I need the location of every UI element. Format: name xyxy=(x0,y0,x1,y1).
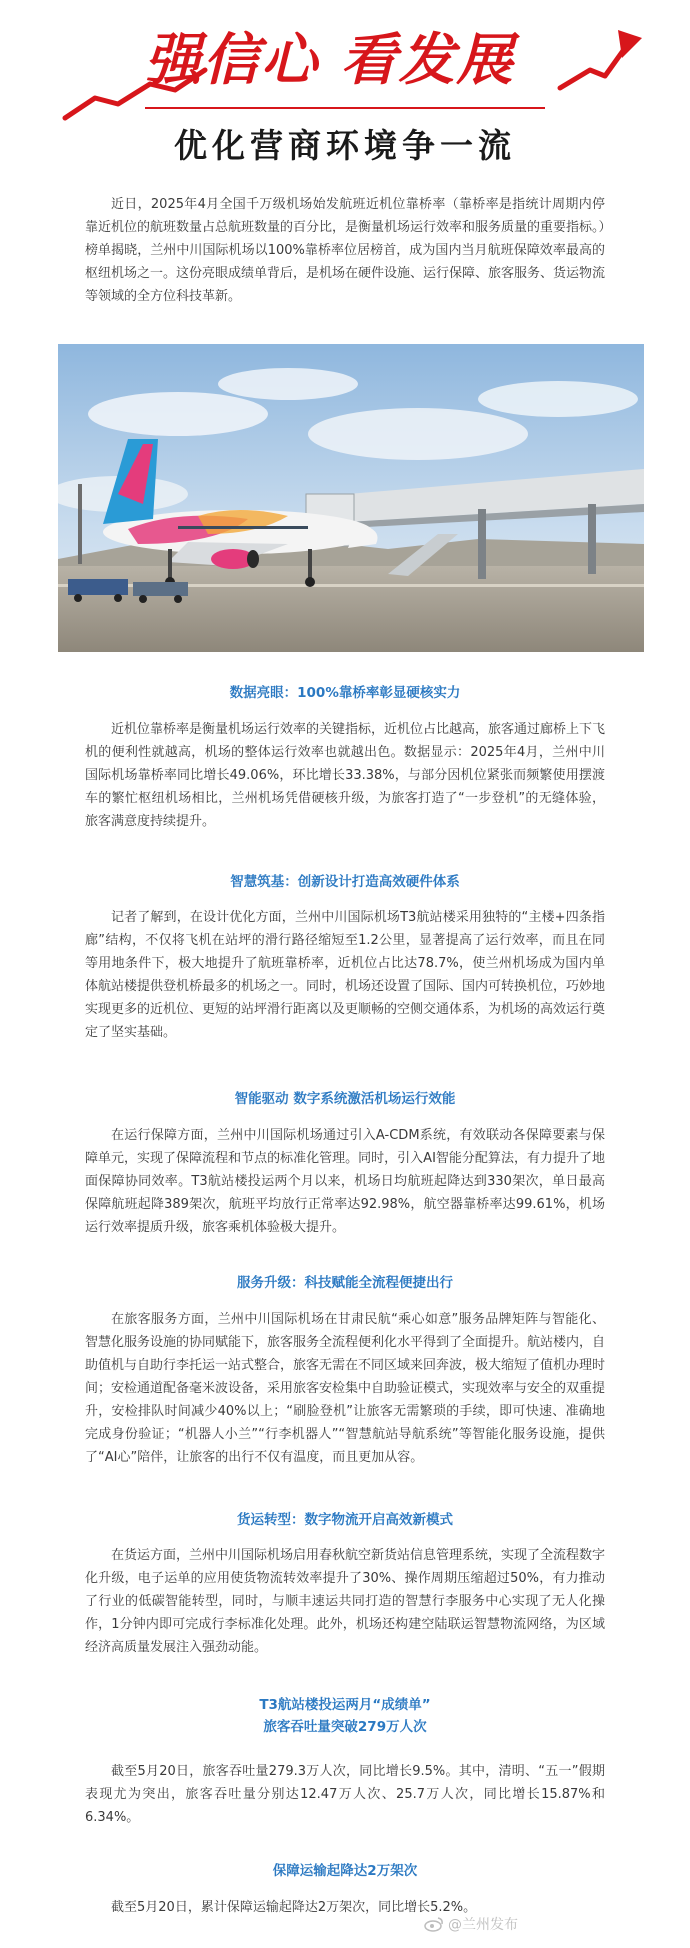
banner-subtitle: 优化营商环境争一流 xyxy=(174,126,516,165)
airport-photo xyxy=(58,344,644,652)
section-heading-hardware: 智慧筑基：创新设计打造高效硬件体系 xyxy=(230,874,460,890)
section-body-results: 截至5月20日，旅客吞吐量279.3万人次，同比增长9.5%。其中，清明、“五一”假期表现尤为突出，旅客吞吐量分别达12.47万人次、25.7万人次，同比增长15.87%和6.34%。 xyxy=(85,1764,605,1825)
header-banner xyxy=(0,0,690,165)
section-body-data: 近机位靠桥率是衡量机场运行效率的关键指标，近机位占比越高，旅客通过廊桥上下飞机的便利性就越高，机场的整体运行效率也就越出色。数据显示：2025年4月，兰州中川国际机场靠桥率同比增长49.06%，环比增长33.38%，与部分因机位紧张而频繁使用摆渡车的繁忙枢纽机场相比，兰州机场凭借硬核升级，为旅客打造了“一步登机”的无缝体验，旅客满意度持续提升。 xyxy=(85,722,606,829)
section-heading-data: 数据亮眼：100%靠桥率彰显硬核实力 xyxy=(229,685,461,701)
section-heading-flights: 保障运输起降达2万架次 xyxy=(272,1863,418,1879)
intro-paragraph: 近日，2025年4月全国千万级机场始发航班近机位靠桥率（靠桥率是指统计周期内停靠近机位的航班数量占总航班数量的百分比，是衡量机场运行效率和服务质量的重要指标。）榜单揭晓，兰州中川国际机场以100%靠桥率位居榜首，成为国内当月航班保障效率最高的枢纽机场之一。这份亮眼成绩单背后，是机场在硬件设施、运行保障、旅客服务、货运物流等领域的全方位科技革新。 xyxy=(85,197,606,304)
section-heading-service: 服务升级：科技赋能全流程便捷出行 xyxy=(237,1275,453,1291)
section-heading-results-line1: T3航站楼投运两月“成绩单” xyxy=(259,1697,431,1713)
section-body-hardware: 记者了解到，在设计优化方面，兰州中川国际机场T3航站楼采用独特的“主楼+四条指廊”结构，不仅将飞机在站坪的滑行路径缩短至1.2公里，显著提高了运行效率，而且在同等用地条件下，极大地提升了航班靠桥率，近机位占比达78.7%，使兰州机场成为国内单体航站楼提供登机桥最多的机场之一。同时，机场还设置了国际、国内可转换机位，巧妙地实现更多的近机位、更短的站坪滑行距离以及更顺畅的空侧交通体系，为机场的高效运行奠定了坚实基础。 xyxy=(85,910,606,1040)
section-heading-results-line2: 旅客吞吐量突破279万人次 xyxy=(263,1719,427,1735)
section-body-cargo: 在货运方面，兰州中川国际机场启用春秋航空新货站信息管理系统，实现了全流程数字化升级，电子运单的应用使货物流转效率提升了30%、操作周期压缩超过50%，有力推动了行业的低碳智能转型，同时，与顺丰速运共同打造的智慧行李服务中心实现了无人化操作，1分钟内即可完成行李标准化处理。此外，机场还构建空陆联运智慧物流网络，为区域经济高质量发展注入强劲动能。 xyxy=(85,1548,606,1655)
section-body-flights: 截至5月20日，累计保障运输起降达2万架次，同比增长5.2%。 xyxy=(111,1900,477,1915)
section-heading-digital: 智能驱动 数字系统激活机场运行效能 xyxy=(234,1091,456,1107)
weibo-logo-icon xyxy=(424,1916,444,1932)
section-body-digital: 在运行保障方面，兰州中川国际机场通过引入A-CDM系统，有效联动各保障要素与保障单元，实现了保障流程和节点的标准化管理。同时，引入AI智能分配算法，有力提升了地面保障协同效率。T3航站楼投运两个月以来，机场日均航班起降达到330架次，单日最高保障航班起降389架次，航班平均放行正常率达92.98%，航空器靠桥率达99.61%，机场运行效率提质升级，旅客乘机体验极大提升。 xyxy=(85,1128,605,1235)
weibo-watermark xyxy=(424,1914,518,1934)
airplane-at-jetbridge-image xyxy=(58,344,644,652)
section-heading-results xyxy=(0,1694,690,1738)
section-body-service: 在旅客服务方面，兰州中川国际机场在甘肃民航“乘心如意”服务品牌矩阵与智能化、智慧化服务设施的协同赋能下，旅客服务全流程便利化水平得到了全面提升。航站楼内，自助值机与自助行李托运一站式整合，旅客无需在不同区域来回奔波，极大缩短了值机办理时间；安检通道配备毫米波设备，采用旅客安检集中自助验证模式，实现效率与安全的双重提升，安检排队时间减少40%以上；“刷脸登机”让旅客无需繁琐的手续，即可快速、准确地完成身份验证；“机器人小兰”“行李机器人”“智慧航站导航系统”等智能化服务设施，提供了“AI心”陪伴，让旅客的出行不仅有温度，而且更加从容。 xyxy=(85,1312,606,1465)
section-heading-cargo: 货运转型：数字物流开启高效新模式 xyxy=(237,1512,453,1528)
watermark-text: @兰州发布 xyxy=(448,1917,518,1933)
banner-title: 强信心 看发展 xyxy=(145,28,515,93)
